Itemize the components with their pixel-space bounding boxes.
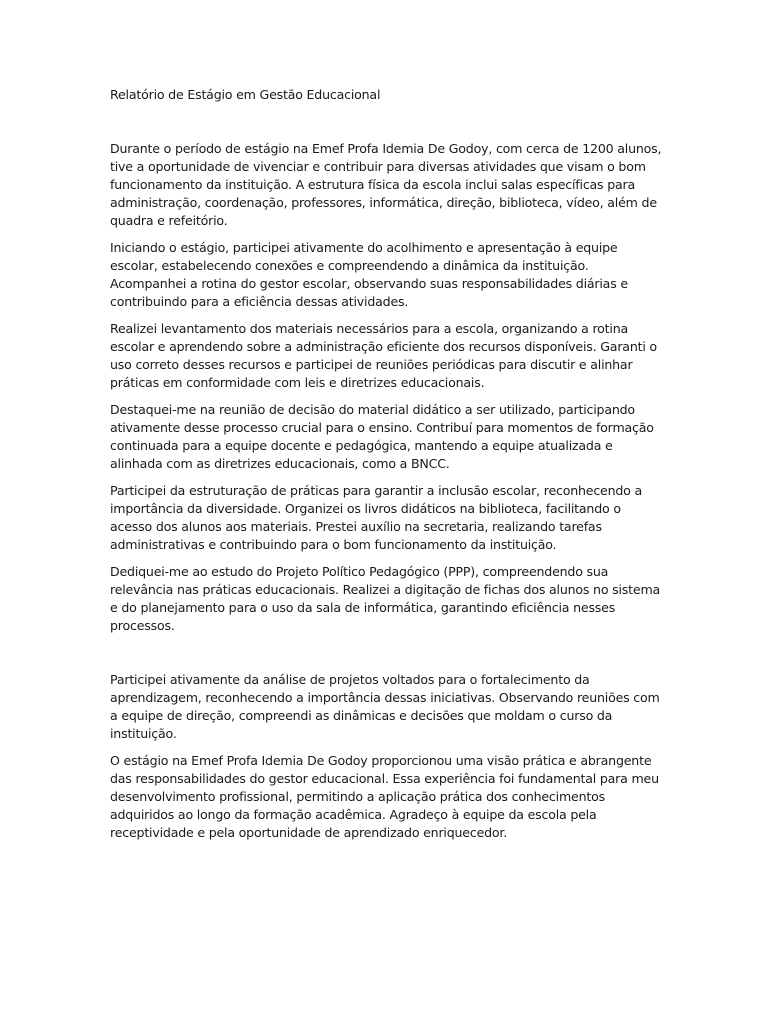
document-title: Relatório de Estágio em Gestão Educacional bbox=[110, 87, 381, 102]
paragraph-6: Dediquei-me ao estudo do Projeto Político Pedagógico (PPP), compreendendo sua relevância nas práticas educacionais. Realizei a digitação de fichas dos alunos no sistema e do planejamento para o uso da sala de informática, garantindo eficiência nesses processos. bbox=[110, 564, 661, 633]
paragraph-1: Durante o período de estágio na Emef Profa Idemia De Godoy, com cerca de 1200 alunos, tive a oportunidade de vivenciar e contribuir para diversas atividades que visam o bom funcionamento da instituição. A estrutura física da escola inclui salas específicas para administração, coordenação, professores, informática, direção, biblioteca, vídeo, além de quadra e refeitório. bbox=[110, 141, 662, 228]
paragraph-3: Realizei levantamento dos materiais necessários para a escola, organizando a rotina escolar e aprendendo sobre a administração eficiente dos recursos disponíveis. Garanti o uso correto desses recursos e participei de reuniões periódicas para discutir e alinhar práticas em conformidade com leis e diretrizes educacionais. bbox=[110, 321, 657, 390]
paragraph-5: Participei da estruturação de práticas para garantir a inclusão escolar, reconhecendo a importância da diversidade. Organizei os livros didáticos na biblioteca, facilitando o acesso dos alunos aos materiais. Prestei auxílio na secretaria, realizando tarefas administrativas e contribuindo para o bom funcionamento da instituição. bbox=[110, 483, 643, 552]
document-body bbox=[110, 86, 662, 851]
paragraph-7: Participei ativamente da análise de projetos voltados para o fortalecimento da aprendizagem, reconhecendo a importância dessas iniciativas. Observando reuniões com a equipe de direção, compreendi as dinâmicas e decisões que moldam o curso da instituição. bbox=[110, 672, 660, 741]
paragraph-4: Destaquei-me na reunião de decisão do material didático a ser utilizado, participando ativamente desse processo crucial para o ensino. Contribuí para momentos de formação continuada para a equipe docente e pedagógica, mantendo a equipe atualizada e alinhada com as diretrizes educacionais, como a BNCC. bbox=[110, 402, 654, 471]
paragraph-2: Iniciando o estágio, participei ativamente do acolhimento e apresentação à equipe escolar, estabelecendo conexões e compreendendo a dinâmica da instituição. Acompanhei a rotina do gestor escolar, observando suas responsabilidades diárias e contribuindo para a eficiência dessas atividades. bbox=[110, 240, 628, 309]
paragraph-8: O estágio na Emef Profa Idemia De Godoy proporcionou uma visão prática e abrangente das responsabilidades do gestor educacional. Essa experiência foi fundamental para meu desenvolvimento profissional, permitindo a aplicação prática dos conhecimentos adquiridos ao longo da formação acadêmica. Agradeço à equipe da escola pela receptividade e pela oportunidade de aprendizado enriquecedor. bbox=[110, 753, 659, 840]
